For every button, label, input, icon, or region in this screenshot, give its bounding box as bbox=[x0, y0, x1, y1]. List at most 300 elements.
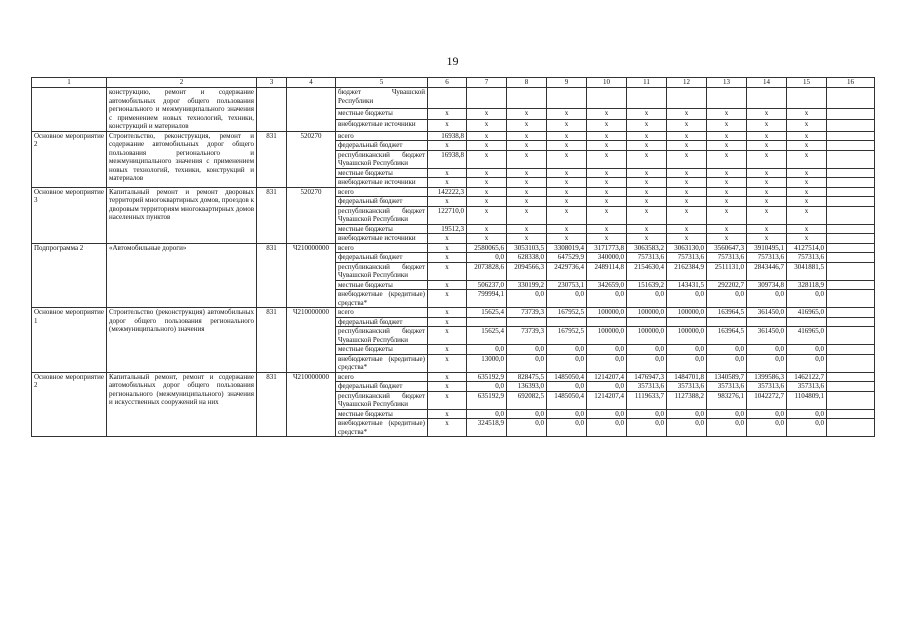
value-cell: 16938,8 bbox=[428, 131, 467, 141]
funding-source-cell: местные бюджеты bbox=[336, 168, 428, 178]
value-cell: x bbox=[428, 372, 467, 382]
value-cell bbox=[707, 88, 747, 109]
column-header-14: 14 bbox=[747, 78, 787, 88]
value-cell: x bbox=[547, 168, 587, 178]
gov-code-cell: 831 bbox=[257, 243, 287, 308]
target-code-cell bbox=[287, 88, 336, 132]
value-cell: x bbox=[428, 197, 467, 207]
gov-code-cell bbox=[257, 88, 287, 132]
value-cell: 292202,7 bbox=[707, 280, 747, 290]
value-cell: 0,0 bbox=[747, 290, 787, 308]
value-cell: 167952,5 bbox=[547, 327, 587, 345]
value-cell: x bbox=[667, 141, 707, 151]
value-cell: 100000,0 bbox=[627, 308, 667, 318]
value-cell: 0,0 bbox=[667, 290, 707, 308]
value-cell: x bbox=[787, 187, 827, 197]
value-cell bbox=[827, 253, 875, 263]
value-cell: x bbox=[428, 382, 467, 392]
value-cell: 357313,6 bbox=[667, 382, 707, 392]
funding-source-cell: всего bbox=[336, 131, 428, 141]
value-cell: 163964,5 bbox=[707, 327, 747, 345]
value-cell: x bbox=[707, 120, 747, 131]
value-cell: 100000,0 bbox=[627, 327, 667, 345]
value-cell: x bbox=[428, 120, 467, 131]
value-cell: x bbox=[707, 187, 747, 197]
value-cell: x bbox=[747, 197, 787, 207]
value-cell: 1119633,7 bbox=[627, 391, 667, 409]
value-cell: 506237,0 bbox=[467, 280, 507, 290]
value-cell: 0,0 bbox=[707, 354, 747, 372]
value-cell bbox=[747, 88, 787, 109]
value-cell: 1042272,7 bbox=[747, 391, 787, 409]
value-cell: 692082,5 bbox=[507, 391, 547, 409]
value-cell: x bbox=[428, 280, 467, 290]
value-cell: 330199,2 bbox=[507, 280, 547, 290]
value-cell: 0,0 bbox=[747, 409, 787, 419]
value-cell: x bbox=[747, 150, 787, 168]
value-cell: 628338,0 bbox=[507, 253, 547, 263]
value-cell: 361450,0 bbox=[747, 308, 787, 318]
gov-code-cell: 831 bbox=[257, 308, 287, 373]
value-cell: 357313,6 bbox=[787, 382, 827, 392]
value-cell: 15625,4 bbox=[467, 308, 507, 318]
funding-source-cell: всего bbox=[336, 187, 428, 197]
value-cell: 757313,6 bbox=[707, 253, 747, 263]
target-code-cell: 520270 bbox=[287, 187, 336, 243]
value-cell: x bbox=[428, 419, 467, 437]
measure-name-cell: конструкцию, ремонт и содержание автомобильных дорог общего пользования регионального и межмуниципального значения с применением новых технологий, техники, конструкций и материалов bbox=[107, 88, 257, 132]
value-cell: 73739,3 bbox=[507, 327, 547, 345]
column-header-11: 11 bbox=[627, 78, 667, 88]
funding-source-cell: республиканский бюджет Чувашской Республики bbox=[336, 150, 428, 168]
value-cell: x bbox=[467, 224, 507, 234]
value-cell: x bbox=[428, 308, 467, 318]
value-cell: 3041881,5 bbox=[787, 262, 827, 280]
value-cell: 1462122,7 bbox=[787, 372, 827, 382]
value-cell bbox=[507, 88, 547, 109]
column-header-9: 9 bbox=[547, 78, 587, 88]
value-cell: x bbox=[507, 168, 547, 178]
value-cell: x bbox=[587, 187, 627, 197]
value-cell: 1476947,3 bbox=[627, 372, 667, 382]
value-cell: x bbox=[507, 178, 547, 188]
value-cell: x bbox=[428, 109, 467, 120]
value-cell: 0,0 bbox=[707, 409, 747, 419]
value-cell: x bbox=[467, 109, 507, 120]
value-cell: x bbox=[547, 224, 587, 234]
value-cell: x bbox=[547, 150, 587, 168]
value-cell: x bbox=[428, 409, 467, 419]
funding-source-cell: республиканский бюджет Чувашской Республики bbox=[336, 206, 428, 224]
value-cell bbox=[827, 391, 875, 409]
value-cell: x bbox=[467, 234, 507, 244]
value-cell: 100000,0 bbox=[667, 327, 707, 345]
funding-source-cell: всего bbox=[336, 308, 428, 318]
column-header-16: 16 bbox=[827, 78, 875, 88]
value-cell: x bbox=[428, 234, 467, 244]
value-cell bbox=[827, 419, 875, 437]
value-cell: x bbox=[787, 141, 827, 151]
value-cell: 0,0 bbox=[587, 345, 627, 355]
value-cell bbox=[827, 317, 875, 327]
value-cell: 2489114,8 bbox=[587, 262, 627, 280]
value-cell: x bbox=[547, 197, 587, 207]
value-cell: 2843446,7 bbox=[747, 262, 787, 280]
value-cell: 328118,9 bbox=[787, 280, 827, 290]
value-cell: x bbox=[787, 120, 827, 131]
value-cell: 142222,3 bbox=[428, 187, 467, 197]
value-cell: x bbox=[587, 197, 627, 207]
column-header-5: 5 bbox=[336, 78, 428, 88]
value-cell: x bbox=[467, 120, 507, 131]
value-cell: 635192,9 bbox=[467, 391, 507, 409]
value-cell: x bbox=[627, 131, 667, 141]
value-cell: x bbox=[587, 109, 627, 120]
funding-source-cell: всего bbox=[336, 372, 428, 382]
value-cell: 0,0 bbox=[747, 419, 787, 437]
value-cell: x bbox=[507, 120, 547, 131]
value-cell: x bbox=[627, 187, 667, 197]
value-cell: 0,0 bbox=[747, 345, 787, 355]
value-cell: 3053103,5 bbox=[507, 243, 547, 253]
value-cell: 0,0 bbox=[547, 382, 587, 392]
value-cell: x bbox=[707, 131, 747, 141]
value-cell: 757313,6 bbox=[747, 253, 787, 263]
value-cell: x bbox=[787, 168, 827, 178]
value-cell: 0,0 bbox=[787, 419, 827, 437]
value-cell: 3171773,8 bbox=[587, 243, 627, 253]
value-cell: 0,0 bbox=[587, 419, 627, 437]
value-cell: 0,0 bbox=[507, 419, 547, 437]
value-cell: x bbox=[507, 131, 547, 141]
value-cell bbox=[747, 317, 787, 327]
value-cell: x bbox=[507, 206, 547, 224]
value-cell: x bbox=[787, 234, 827, 244]
gov-code-cell: 831 bbox=[257, 187, 287, 243]
value-cell bbox=[707, 317, 747, 327]
value-cell bbox=[827, 150, 875, 168]
value-cell bbox=[428, 88, 467, 109]
value-cell: x bbox=[667, 197, 707, 207]
funding-source-cell: внебюджетные источники bbox=[336, 234, 428, 244]
funding-source-cell: республиканский бюджет Чувашской Республики bbox=[336, 262, 428, 280]
value-cell: x bbox=[787, 178, 827, 188]
value-cell: x bbox=[627, 109, 667, 120]
funding-source-cell: местные бюджеты bbox=[336, 109, 428, 120]
value-cell: x bbox=[787, 109, 827, 120]
value-cell: x bbox=[747, 168, 787, 178]
value-cell: x bbox=[747, 141, 787, 151]
measure-name-cell: «Автомобильные дороги» bbox=[107, 243, 257, 308]
value-cell: 1485050,4 bbox=[547, 391, 587, 409]
value-cell: x bbox=[627, 120, 667, 131]
target-code-cell: 520270 bbox=[287, 131, 336, 187]
value-cell: 357313,6 bbox=[627, 382, 667, 392]
value-cell bbox=[827, 141, 875, 151]
value-cell: 2511131,0 bbox=[707, 262, 747, 280]
value-cell: 3560647,3 bbox=[707, 243, 747, 253]
value-cell: x bbox=[507, 150, 547, 168]
value-cell bbox=[467, 88, 507, 109]
value-cell: 0,0 bbox=[787, 345, 827, 355]
value-cell: 1340589,7 bbox=[707, 372, 747, 382]
value-cell: x bbox=[747, 120, 787, 131]
value-cell: 0,0 bbox=[467, 345, 507, 355]
value-cell bbox=[627, 317, 667, 327]
value-cell: 357313,6 bbox=[707, 382, 747, 392]
value-cell bbox=[827, 88, 875, 109]
value-cell: x bbox=[587, 206, 627, 224]
value-cell bbox=[827, 234, 875, 244]
value-cell: x bbox=[667, 178, 707, 188]
value-cell: 0,0 bbox=[627, 409, 667, 419]
value-cell: x bbox=[547, 206, 587, 224]
value-cell: 0,0 bbox=[547, 409, 587, 419]
table-row bbox=[32, 372, 875, 382]
value-cell bbox=[827, 354, 875, 372]
value-cell: x bbox=[587, 141, 627, 151]
funding-source-cell: местные бюджеты bbox=[336, 409, 428, 419]
value-cell: 416965,0 bbox=[787, 308, 827, 318]
value-cell: 0,0 bbox=[547, 419, 587, 437]
value-cell: x bbox=[547, 178, 587, 188]
value-cell: 167952,5 bbox=[547, 308, 587, 318]
value-cell bbox=[827, 206, 875, 224]
value-cell: x bbox=[627, 150, 667, 168]
value-cell bbox=[827, 327, 875, 345]
value-cell bbox=[467, 317, 507, 327]
program-level-cell: Подпрограмма 2 bbox=[32, 243, 107, 308]
value-cell: 647529,9 bbox=[547, 253, 587, 263]
value-cell: 2154630,4 bbox=[627, 262, 667, 280]
value-cell: 163964,5 bbox=[707, 308, 747, 318]
value-cell: x bbox=[667, 187, 707, 197]
value-cell: x bbox=[747, 234, 787, 244]
column-header-15: 15 bbox=[787, 78, 827, 88]
header-row bbox=[32, 78, 875, 88]
value-cell: x bbox=[467, 150, 507, 168]
value-cell: x bbox=[747, 178, 787, 188]
value-cell: 0,0 bbox=[787, 290, 827, 308]
value-cell bbox=[827, 178, 875, 188]
funding-source-cell: федеральный бюджет bbox=[336, 253, 428, 263]
funding-source-cell: местные бюджеты bbox=[336, 280, 428, 290]
value-cell: 0,0 bbox=[707, 419, 747, 437]
value-cell: 799994,1 bbox=[467, 290, 507, 308]
value-cell: x bbox=[667, 120, 707, 131]
table-row bbox=[32, 88, 875, 109]
value-cell: 100000,0 bbox=[587, 308, 627, 318]
value-cell: x bbox=[707, 224, 747, 234]
funding-source-cell: республиканский бюджет Чувашской Республики bbox=[336, 327, 428, 345]
gov-code-cell: 831 bbox=[257, 372, 287, 437]
value-cell: x bbox=[787, 224, 827, 234]
measure-name-cell: Капитальный ремонт, ремонт и содержание автомобильных дорог общего пользования регионального (межмуниципального) значения и искусственных сооружений на них bbox=[107, 372, 257, 437]
value-cell: 0,0 bbox=[507, 409, 547, 419]
column-header-3: 3 bbox=[257, 78, 287, 88]
value-cell: x bbox=[547, 120, 587, 131]
value-cell: 2094566,3 bbox=[507, 262, 547, 280]
value-cell: 983276,1 bbox=[707, 391, 747, 409]
column-header-13: 13 bbox=[707, 78, 747, 88]
value-cell: 342659,0 bbox=[587, 280, 627, 290]
funding-source-cell: федеральный бюджет bbox=[336, 382, 428, 392]
value-cell: 757313,6 bbox=[667, 253, 707, 263]
value-cell: 309734,8 bbox=[747, 280, 787, 290]
funding-source-cell: республиканский бюджет Чувашской Республики bbox=[336, 391, 428, 409]
value-cell: 3063130,0 bbox=[667, 243, 707, 253]
funding-source-cell: федеральный бюджет bbox=[336, 317, 428, 327]
value-cell: x bbox=[747, 187, 787, 197]
value-cell: 635192,9 bbox=[467, 372, 507, 382]
funding-source-cell: бюджет Чувашской Республики bbox=[336, 88, 428, 109]
value-cell: x bbox=[428, 141, 467, 151]
value-cell: 0,0 bbox=[787, 354, 827, 372]
value-cell: 100000,0 bbox=[667, 308, 707, 318]
column-header-8: 8 bbox=[507, 78, 547, 88]
value-cell: x bbox=[707, 234, 747, 244]
value-cell: x bbox=[428, 354, 467, 372]
value-cell: 324518,9 bbox=[467, 419, 507, 437]
value-cell: 0,0 bbox=[547, 290, 587, 308]
value-cell: 143431,5 bbox=[667, 280, 707, 290]
program-level-cell: Основное мероприятие 1 bbox=[32, 308, 107, 373]
value-cell: 357313,6 bbox=[747, 382, 787, 392]
program-funding-table bbox=[31, 77, 875, 437]
value-cell: 0,0 bbox=[507, 290, 547, 308]
value-cell: x bbox=[707, 178, 747, 188]
value-cell: 151639,2 bbox=[627, 280, 667, 290]
value-cell: x bbox=[428, 327, 467, 345]
value-cell: x bbox=[467, 131, 507, 141]
value-cell: x bbox=[587, 150, 627, 168]
value-cell: x bbox=[747, 131, 787, 141]
value-cell: 0,0 bbox=[587, 409, 627, 419]
value-cell bbox=[827, 120, 875, 131]
value-cell: 122710,0 bbox=[428, 206, 467, 224]
value-cell: x bbox=[627, 206, 667, 224]
value-cell: 1484701,8 bbox=[667, 372, 707, 382]
program-level-cell bbox=[32, 88, 107, 132]
value-cell bbox=[827, 372, 875, 382]
program-level-cell: Основное мероприятие 2 bbox=[32, 372, 107, 437]
value-cell: x bbox=[667, 206, 707, 224]
value-cell: x bbox=[547, 109, 587, 120]
value-cell: 361450,0 bbox=[747, 327, 787, 345]
value-cell bbox=[547, 317, 587, 327]
value-cell bbox=[627, 88, 667, 109]
value-cell bbox=[827, 409, 875, 419]
value-cell bbox=[507, 317, 547, 327]
value-cell: 2580065,6 bbox=[467, 243, 507, 253]
value-cell: x bbox=[428, 391, 467, 409]
value-cell bbox=[667, 317, 707, 327]
column-header-10: 10 bbox=[587, 78, 627, 88]
value-cell: 757313,6 bbox=[787, 253, 827, 263]
value-cell: x bbox=[707, 168, 747, 178]
value-cell: 136393,0 bbox=[507, 382, 547, 392]
value-cell bbox=[827, 187, 875, 197]
value-cell: 0,0 bbox=[507, 354, 547, 372]
value-cell: x bbox=[627, 168, 667, 178]
value-cell: 0,0 bbox=[667, 409, 707, 419]
value-cell: 2162384,9 bbox=[667, 262, 707, 280]
funding-source-cell: всего bbox=[336, 243, 428, 253]
value-cell: 0,0 bbox=[547, 354, 587, 372]
measure-name-cell: Строительство (реконструкция) автомобильных дорог общего пользования регионального (межмуниципального) значения bbox=[107, 308, 257, 373]
value-cell bbox=[827, 382, 875, 392]
value-cell: 73739,3 bbox=[507, 308, 547, 318]
value-cell: 0,0 bbox=[627, 290, 667, 308]
value-cell: x bbox=[707, 150, 747, 168]
value-cell bbox=[827, 290, 875, 308]
value-cell: x bbox=[467, 141, 507, 151]
funding-source-cell: местные бюджеты bbox=[336, 345, 428, 355]
value-cell: 828475,5 bbox=[507, 372, 547, 382]
value-cell: x bbox=[747, 109, 787, 120]
funding-source-cell: внебюджетные (кредитные) средства* bbox=[336, 419, 428, 437]
value-cell bbox=[827, 197, 875, 207]
value-cell: x bbox=[787, 206, 827, 224]
funding-source-cell: местные бюджеты bbox=[336, 224, 428, 234]
value-cell: x bbox=[507, 109, 547, 120]
value-cell: x bbox=[587, 234, 627, 244]
column-header-7: 7 bbox=[467, 78, 507, 88]
value-cell: x bbox=[547, 187, 587, 197]
value-cell: x bbox=[627, 234, 667, 244]
value-cell: x bbox=[587, 168, 627, 178]
value-cell: x bbox=[428, 168, 467, 178]
value-cell: 1214207,4 bbox=[587, 372, 627, 382]
target-code-cell: Ч210000000 bbox=[287, 308, 336, 373]
value-cell: 1127388,2 bbox=[667, 391, 707, 409]
value-cell: 3910495,1 bbox=[747, 243, 787, 253]
value-cell: x bbox=[587, 178, 627, 188]
value-cell: x bbox=[428, 262, 467, 280]
funding-source-cell: внебюджетные источники bbox=[336, 120, 428, 131]
table-row bbox=[32, 243, 875, 253]
value-cell: x bbox=[507, 234, 547, 244]
value-cell: x bbox=[428, 178, 467, 188]
value-cell: 0,0 bbox=[627, 354, 667, 372]
value-cell: x bbox=[707, 109, 747, 120]
value-cell: x bbox=[587, 120, 627, 131]
value-cell: x bbox=[667, 224, 707, 234]
value-cell: 0,0 bbox=[587, 382, 627, 392]
value-cell: x bbox=[627, 224, 667, 234]
value-cell bbox=[667, 88, 707, 109]
value-cell: x bbox=[667, 168, 707, 178]
funding-source-cell: внебюджетные источники bbox=[336, 178, 428, 188]
value-cell: x bbox=[467, 187, 507, 197]
value-cell: 1399586,3 bbox=[747, 372, 787, 382]
value-cell: 19512,3 bbox=[428, 224, 467, 234]
value-cell: x bbox=[467, 168, 507, 178]
value-cell bbox=[827, 131, 875, 141]
program-level-cell: Основное мероприятие 2 bbox=[32, 131, 107, 187]
value-cell: x bbox=[507, 224, 547, 234]
value-cell: 3308019,4 bbox=[547, 243, 587, 253]
value-cell bbox=[827, 168, 875, 178]
value-cell: 3063583,2 bbox=[627, 243, 667, 253]
value-cell: 0,0 bbox=[587, 290, 627, 308]
value-cell: 0,0 bbox=[467, 382, 507, 392]
value-cell bbox=[587, 88, 627, 109]
value-cell: x bbox=[507, 197, 547, 207]
value-cell bbox=[827, 262, 875, 280]
value-cell: x bbox=[547, 141, 587, 151]
value-cell: x bbox=[707, 141, 747, 151]
